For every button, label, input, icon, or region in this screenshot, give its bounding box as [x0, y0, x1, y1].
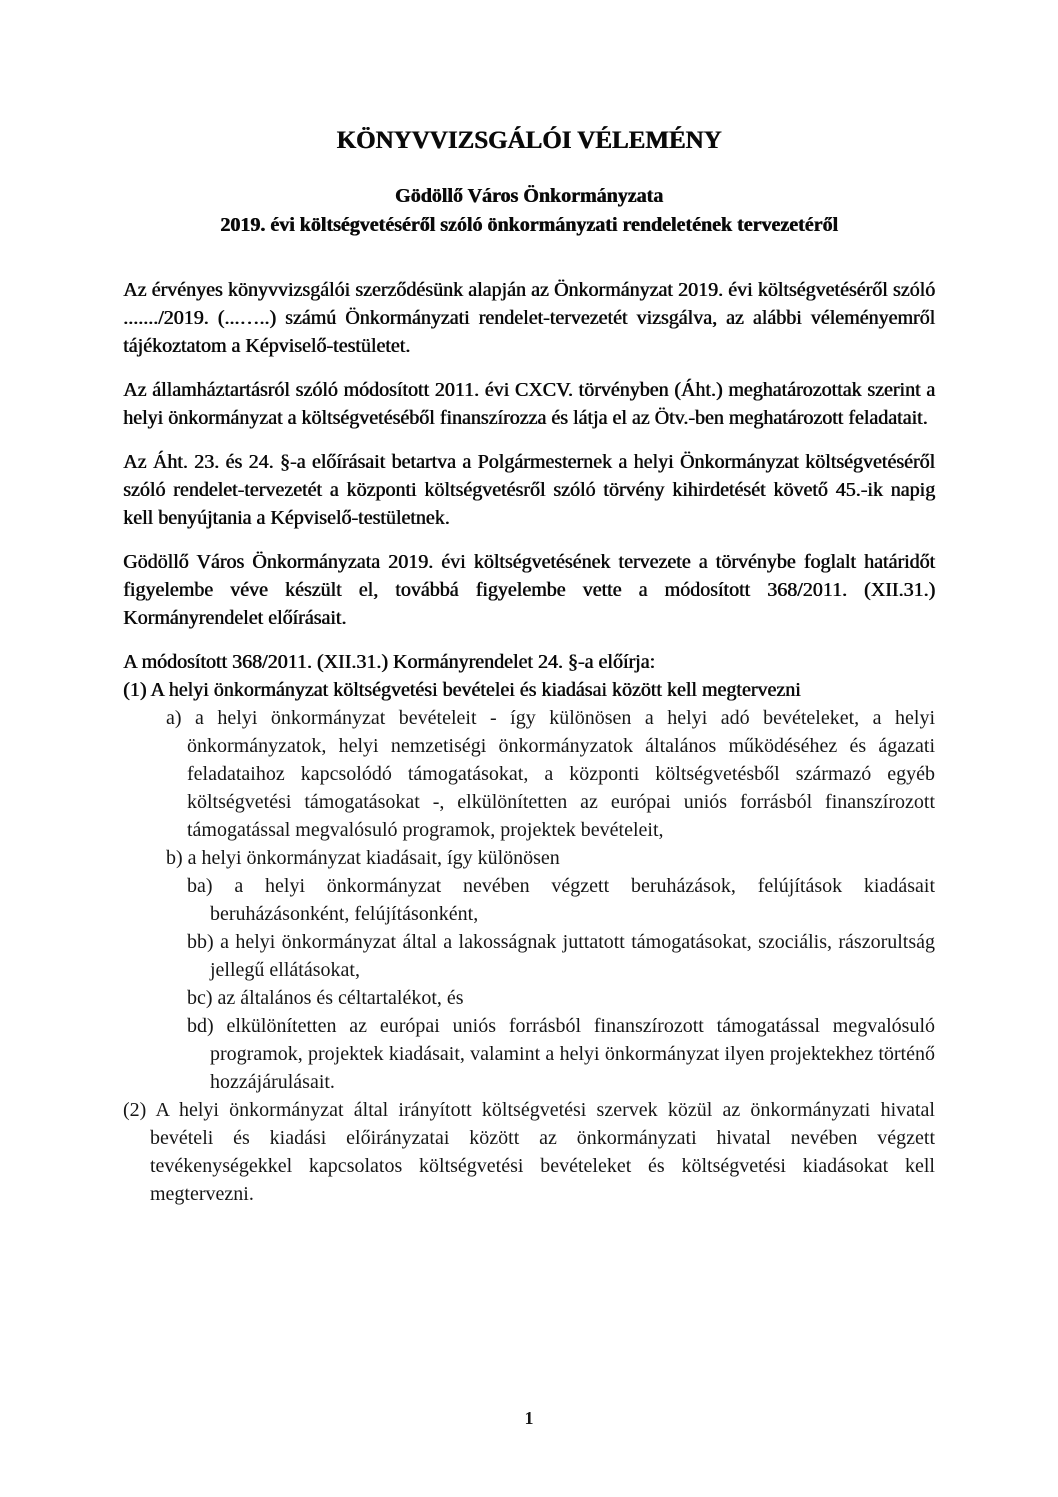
- subtitle-line-1: Gödöllő Város Önkormányzata: [394, 185, 664, 207]
- list-item-text: A helyi önkormányzat költségvetési bevételei és kiadásai között kell megtervezni: [150, 679, 801, 701]
- list-item-marker: (2): [123, 1099, 147, 1121]
- subtitle-line-2: 2019. évi költségvetéséről szóló önkormányzati rendeletének tervezetéről: [220, 214, 838, 236]
- list-item-marker: bd): [187, 1015, 214, 1037]
- paragraph-aht-law: Az államháztartásról szóló módosított 2011. évi CXCV. törvényben (Áht.) meghatározottak szerint a helyi önkormányzat a költségvetéséből finanszírozza és látja el az Ötv.-ben meghatározott feladatait.: [123, 379, 935, 429]
- list-item-text: a helyi önkormányzat által a lakosságnak juttatott támogatásokat, szociális, rászorultság jellegű ellátásokat,: [210, 931, 936, 981]
- list-item-marker: a): [166, 707, 182, 729]
- list-item-marker: (1): [123, 679, 147, 701]
- list-item-2: [123, 1096, 935, 1208]
- regulation-heading: A módosított 368/2011. (XII.31.) Kormányrendelet 24. §-a előírja:: [123, 651, 655, 673]
- document-subtitle: [123, 182, 935, 240]
- paragraph-budget-draft: Gödöllő Város Önkormányzata 2019. évi költségvetésének tervezete a törvénybe foglalt határidőt figyelembe véve készült el, továbbá figyelembe vette a módosított 368/2011. (XII.31.) Kormányrendelet előírásait.: [123, 551, 935, 629]
- list-item-marker: ba): [187, 875, 213, 897]
- list-item-text: a helyi önkormányzat nevében végzett beruházások, felújítások kiadásait beruházásonként, felújításonként,: [210, 875, 935, 925]
- list-item-a: [123, 704, 935, 844]
- list-item-ba: [123, 872, 935, 928]
- list-item-text: az általános és céltartalékot, és: [217, 987, 464, 1009]
- list-item-text: a helyi önkormányzat kiadásait, így különösen: [187, 847, 560, 869]
- paragraph-intro: Az érvényes könyvvizsgálói szerződésünk alapján az Önkormányzat 2019. évi költségvetéséről szóló ......./2019. (...…..) számú Önkormányzati rendelet-tervezetét vizsgálva, az alábbi véleményemről tájékoztatom a Képviselő-testületet.: [123, 279, 935, 357]
- list-item-b: [123, 844, 935, 872]
- document-title: KÖNYVVIZSGÁLÓI VÉLEMÉNY: [336, 127, 722, 154]
- list-item-text: a helyi önkormányzat bevételeit - így különösen a helyi adó bevételeket, a helyi önkormányzatok, helyi nemzetiségi önkormányzatok általános működéséhez és ágazati feladataihoz kapcsolódó támogatásokat, a központi költségvetésből származó egyéb költségvetési támogatásokat -, elkülönítetten az európai uniós forrásból finanszírozott támogatással megvalósuló programok, projektek bevételeit,: [187, 707, 936, 841]
- list-item-marker: bb): [187, 931, 214, 953]
- list-item-1: [123, 676, 935, 704]
- list-item-text: elkülönítetten az európai uniós forrásból finanszírozott támogatással megvalósuló programok, projektek kiadásait, valamint a helyi önkormányzat ilyen projektekhez történő hozzájárulásait.: [210, 1015, 935, 1093]
- list-item-marker: b): [166, 847, 183, 869]
- list-item-bb: [123, 928, 935, 984]
- list-item-marker: bc): [187, 987, 213, 1009]
- list-item-bd: [123, 1012, 935, 1096]
- list-item-text: A helyi önkormányzat által irányított költségvetési szervek közül az önkormányzati hivatal bevételi és kiadási előirányzatai között az önkormányzati hivatal nevében végzett tevékenységekkel kapcsolatos költségvetési bevételeket és költségvetési kiadásokat kell megtervezni.: [150, 1099, 935, 1205]
- paragraph-deadline: Az Áht. 23. és 24. §-a előírásait betartva a Polgármesternek a helyi Önkormányzat költségvetéséről szóló rendelet-tervezetét a központi költségvetésről szóló törvény kihirdetését követő 45.-ik napig kell benyújtania a Képviselő-testületnek.: [123, 451, 935, 529]
- list-item-bc: [123, 984, 935, 1012]
- page-number: 1: [524, 1408, 534, 1428]
